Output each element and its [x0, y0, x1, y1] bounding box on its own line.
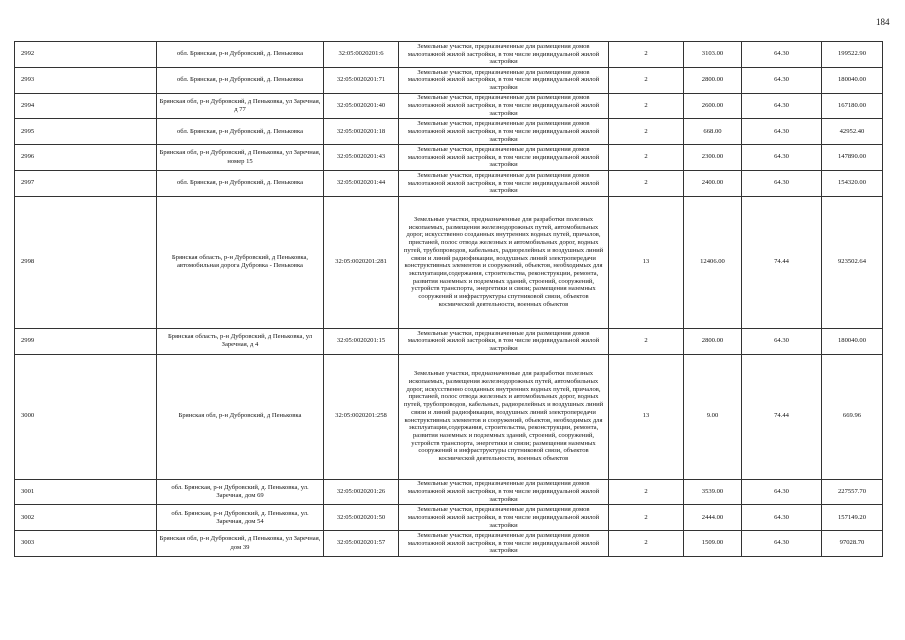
cadastral-value-cell: 147890.00 — [822, 145, 883, 171]
land-register-table — [14, 41, 883, 557]
area-cell: 2400.00 — [684, 170, 742, 196]
cadastral-value-cell: 923502.64 — [822, 196, 883, 328]
address-cell: обл. Брянская, р-н Дубровский, д. Пеньковка — [157, 170, 324, 196]
address-cell: Брянская обл, р-н Дубровский, д Пеньковка, ул Заречная, д 77 — [157, 93, 324, 119]
rate-cell: 64.30 — [742, 119, 822, 145]
table-row — [15, 328, 883, 354]
table-row — [15, 170, 883, 196]
rate-cell: 64.30 — [742, 93, 822, 119]
address-cell: обл. Брянская, р-н Дубровский, д. Пеньковка, ул. Заречная, дом 54 — [157, 505, 324, 531]
address-cell: обл. Брянская, р-н Дубровский, д. Пеньковка — [157, 119, 324, 145]
table-row — [15, 42, 883, 68]
rate-cell: 64.30 — [742, 328, 822, 354]
land-purpose-cell: Земельные участки, предназначенные для размещения домов малоэтажной жилой застройки, в том числе индивидуальной жилой застройки — [399, 67, 609, 93]
group-code-cell: 2 — [609, 479, 684, 505]
address-cell: обл. Брянская, р-н Дубровский, д. Пеньковка, ул. Заречная, дом 69 — [157, 479, 324, 505]
row-number: 2999 — [15, 328, 157, 354]
row-number: 3002 — [15, 505, 157, 531]
land-purpose-cell: Земельные участки, предназначенные для разработки полезных ископаемых, размещения железнодорожных путей, автомобильных дорог, искусственно созданных внутренних водных путей, причалов, пристаней, полос отвода железных и автомобильных дорог, водных путей, трубопроводов, кабельных, радиорелейных и воздушных линий связи и линий радиофикации, воздушных линий электропередачи конструктивных элементов и сооружений, объектов, необходимых для эксплуатации,содержания, строительства, реконструкции, ремонта, развития наземных и подземных зданий, строений, сооружений, устройств транспорта, энергетики и связи; размещения наземных сооружений и инфраструктуры спутниковой связи, объектов космической деятельности, военных объектов — [399, 354, 609, 479]
cadastral-number-cell: 32:05:0020201:281 — [324, 196, 399, 328]
row-number: 3001 — [15, 479, 157, 505]
rate-cell: 64.30 — [742, 479, 822, 505]
area-cell: 2600.00 — [684, 93, 742, 119]
cadastral-number-cell: 32:05:0020201:50 — [324, 505, 399, 531]
cadastral-value-cell: 167180.00 — [822, 93, 883, 119]
address-cell: обл. Брянская, р-н Дубровский, д. Пеньковка — [157, 42, 324, 68]
row-number: 2998 — [15, 196, 157, 328]
rate-cell: 64.30 — [742, 42, 822, 68]
cadastral-number-cell: 32:05:0020201:44 — [324, 170, 399, 196]
land-purpose-cell: Земельные участки, предназначенные для размещения домов малоэтажной жилой застройки, в том числе индивидуальной жилой застройки — [399, 93, 609, 119]
table-row — [15, 505, 883, 531]
cadastral-number-cell: 32:05:0020201:40 — [324, 93, 399, 119]
area-cell: 3103.00 — [684, 42, 742, 68]
land-purpose-cell: Земельные участки, предназначенные для разработки полезных ископаемых, размещения железнодорожных путей, автомобильных дорог, искусственно созданных внутренних водных путей, причалов, пристаней, полос отвода железных и автомобильных дорог, водных путей, трубопроводов, кабельных, радиорелейных и воздушных линий связи и линий радиофикации, воздушных линий электропередачи конструктивных элементов и сооружений, объектов, необходимых для эксплуатации,содержания, строительства, реконструкции, ремонта, развития наземных и подземных зданий, строений, сооружений, устройств транспорта, энергетики и связи; размещения наземных сооружений и инфраструктуры спутниковой связи, объектов космической деятельности, военных объектов — [399, 196, 609, 328]
land-purpose-cell: Земельные участки, предназначенные для размещения домов малоэтажной жилой застройки, в том числе индивидуальной жилой застройки — [399, 505, 609, 531]
cadastral-value-cell: 180040.00 — [822, 67, 883, 93]
row-number: 2992 — [15, 42, 157, 68]
area-cell: 2800.00 — [684, 67, 742, 93]
group-code-cell: 13 — [609, 354, 684, 479]
group-code-cell: 2 — [609, 328, 684, 354]
area-cell: 668.00 — [684, 119, 742, 145]
rate-cell: 64.30 — [742, 505, 822, 531]
group-code-cell: 13 — [609, 196, 684, 328]
cadastral-value-cell: 154320.00 — [822, 170, 883, 196]
rate-cell: 74.44 — [742, 196, 822, 328]
address-cell: обл. Брянская, р-н Дубровский, д. Пеньковка — [157, 67, 324, 93]
cadastral-number-cell: 32:05:0020201:26 — [324, 479, 399, 505]
cadastral-value-cell: 669.96 — [822, 354, 883, 479]
table-row — [15, 145, 883, 171]
table-row — [15, 67, 883, 93]
land-purpose-cell: Земельные участки, предназначенные для размещения домов малоэтажной жилой застройки, в том числе индивидуальной жилой застройки — [399, 42, 609, 68]
group-code-cell: 2 — [609, 67, 684, 93]
address-cell: Брянская область, р-н Дубровский, д Пеньковка, автомобильная дорога Дубровка - Пеньковка — [157, 196, 324, 328]
area-cell: 12406.00 — [684, 196, 742, 328]
row-number: 2997 — [15, 170, 157, 196]
cadastral-number-cell: 32:05:0020201:258 — [324, 354, 399, 479]
land-purpose-cell: Земельные участки, предназначенные для размещения домов малоэтажной жилой застройки, в том числе индивидуальной жилой застройки — [399, 328, 609, 354]
cadastral-value-cell: 42952.40 — [822, 119, 883, 145]
land-purpose-cell: Земельные участки, предназначенные для размещения домов малоэтажной жилой застройки, в том числе индивидуальной жилой застройки — [399, 145, 609, 171]
group-code-cell: 2 — [609, 145, 684, 171]
group-code-cell: 2 — [609, 531, 684, 557]
group-code-cell: 2 — [609, 42, 684, 68]
row-number: 3000 — [15, 354, 157, 479]
cadastral-number-cell: 32:05:0020201:15 — [324, 328, 399, 354]
row-number: 2995 — [15, 119, 157, 145]
rate-cell: 64.30 — [742, 145, 822, 171]
area-cell: 2800.00 — [684, 328, 742, 354]
cadastral-number-cell: 32:05:0020201:71 — [324, 67, 399, 93]
table-row — [15, 119, 883, 145]
group-code-cell: 2 — [609, 170, 684, 196]
area-cell: 1509.00 — [684, 531, 742, 557]
row-number: 2993 — [15, 67, 157, 93]
rate-cell: 64.30 — [742, 170, 822, 196]
area-cell: 2444.00 — [684, 505, 742, 531]
land-purpose-cell: Земельные участки, предназначенные для размещения домов малоэтажной жилой застройки, в том числе индивидуальной жилой застройки — [399, 119, 609, 145]
row-number: 2996 — [15, 145, 157, 171]
table-row — [15, 93, 883, 119]
cadastral-number-cell: 32:05:0020201:18 — [324, 119, 399, 145]
table-row — [15, 479, 883, 505]
table-row — [15, 531, 883, 557]
cadastral-value-cell: 157149.20 — [822, 505, 883, 531]
cadastral-number-cell: 32:05:0020201:43 — [324, 145, 399, 171]
page-number: 184 — [876, 17, 890, 27]
rate-cell: 64.30 — [742, 67, 822, 93]
rate-cell: 64.30 — [742, 531, 822, 557]
group-code-cell: 2 — [609, 505, 684, 531]
address-cell: Брянская обл, р-н Дубровский, д Пеньковка, ул Заречная, дом 39 — [157, 531, 324, 557]
cadastral-number-cell: 32:05:0020201:6 — [324, 42, 399, 68]
cadastral-value-cell: 180040.00 — [822, 328, 883, 354]
cadastral-value-cell: 199522.90 — [822, 42, 883, 68]
table-row — [15, 196, 883, 328]
row-number: 3003 — [15, 531, 157, 557]
address-cell: Брянская обл, р-н Дубровский, д Пеньковка — [157, 354, 324, 479]
rate-cell: 74.44 — [742, 354, 822, 479]
group-code-cell: 2 — [609, 93, 684, 119]
land-purpose-cell: Земельные участки, предназначенные для размещения домов малоэтажной жилой застройки, в том числе индивидуальной жилой застройки — [399, 531, 609, 557]
group-code-cell: 2 — [609, 119, 684, 145]
area-cell: 2300.00 — [684, 145, 742, 171]
table-row — [15, 354, 883, 479]
area-cell: 3539.00 — [684, 479, 742, 505]
land-purpose-cell: Земельные участки, предназначенные для размещения домов малоэтажной жилой застройки, в том числе индивидуальной жилой застройки — [399, 170, 609, 196]
row-number: 2994 — [15, 93, 157, 119]
area-cell: 9.00 — [684, 354, 742, 479]
cadastral-value-cell: 97028.70 — [822, 531, 883, 557]
cadastral-number-cell: 32:05:0020201:57 — [324, 531, 399, 557]
address-cell: Брянская обл, р-н Дубровский, д Пеньковка, ул Заречная, номер 15 — [157, 145, 324, 171]
cadastral-value-cell: 227557.70 — [822, 479, 883, 505]
address-cell: Брянская область, р-н Дубровский, д Пеньковка, ул Заречная, д 4 — [157, 328, 324, 354]
land-purpose-cell: Земельные участки, предназначенные для размещения домов малоэтажной жилой застройки, в том числе индивидуальной жилой застройки — [399, 479, 609, 505]
